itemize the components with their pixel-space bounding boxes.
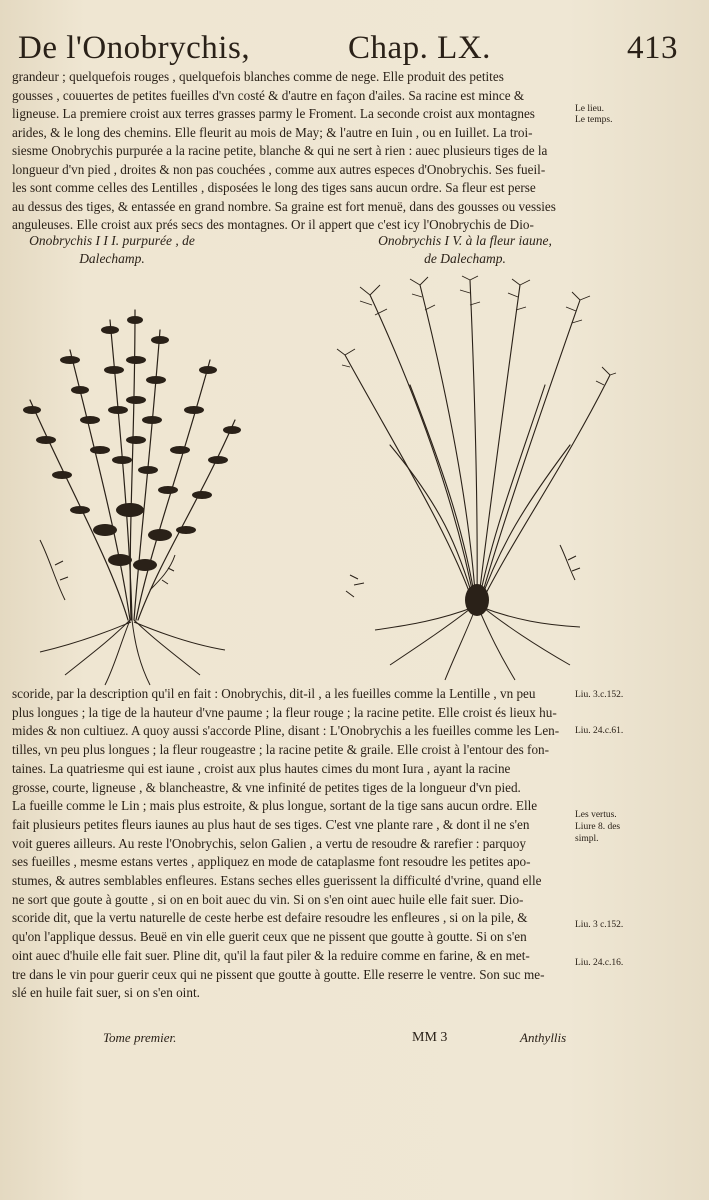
woodcut-plant-illustration-left bbox=[10, 290, 250, 690]
running-header bbox=[18, 28, 678, 68]
text-line: voit gueres ailleurs. Au reste l'Onobrychis, selon Galien , a vertu de resoudre & rarefier : parquoy bbox=[12, 835, 526, 851]
text-line: oint auec d'huile elle fait suer. Pline dit, qu'il la faut piler & la reduire comme en farine, & en met- bbox=[12, 947, 530, 963]
woodcut-plant-illustration-right bbox=[330, 275, 620, 685]
caption-line: Onobrychis I V. à la fleur iaune, bbox=[378, 233, 552, 248]
text-line: taines. La quatriesme qui est iaune , croist aux plus hautes cimes du mont Iura , ayant la racine bbox=[12, 760, 511, 776]
text-line: arides, & le long des chemins. Elle fleurit au mois de May; & l'autre en Iuin , ou en Iuillet. La troi- bbox=[12, 124, 533, 140]
caption-line: Dalechamp. bbox=[79, 251, 145, 266]
margin-note: Le temps. bbox=[575, 115, 613, 125]
text-line: ligneuse. La premiere croist aux terres grasses parmy le Froment. La seconde croist aux montagnes bbox=[12, 106, 535, 121]
text-line: scoride dit, que la vertu naturelle de ceste herbe est defaire resoudre les enfleures , si on la pile, & bbox=[12, 910, 528, 926]
text-line: les sont comme celles des Lentilles , disposées le long des tiges sans aucun ordre. Sa fleur est perse bbox=[12, 180, 536, 195]
text-line: mides & non cultiuez. A quoy aussi s'accorde Pline, disant : L'Onobrychis a les fueilles comme les Len- bbox=[12, 723, 560, 739]
margin-note: Le lieu. bbox=[575, 104, 605, 114]
text-line: tre dans le vin pour guerir ceux qui ne pissent que goutte à goutte. Elle reserre le ventre. Son suc me- bbox=[12, 966, 545, 982]
bottom-paragraph bbox=[12, 685, 572, 1003]
caption-line: de Dalechamp. bbox=[424, 251, 506, 266]
text-line: grandeur ; quelquefois rouges , quelquefois blanches comme de nege. Elle produit des petites bbox=[12, 69, 504, 84]
margin-note: Les vertus. bbox=[575, 810, 617, 820]
margin-note: Liu. 24.c.61. bbox=[575, 726, 624, 736]
top-paragraph bbox=[12, 68, 572, 235]
text-line: siesme Onobrychis purpurée a la racine petite, blanche & qui ne sert à rien : auec plusieurs tiges de la bbox=[12, 143, 548, 158]
text-line: slé en huile fait suer, si on s'en oint. bbox=[12, 985, 200, 1001]
header-title: De l'Onobrychis, bbox=[18, 30, 251, 66]
text-line: gousses , couuertes de petites fueilles d'vn costé & d'autre en façon d'ailes. Sa racine est mince & bbox=[12, 87, 525, 103]
text-line: grosse, courte, ligneuse , & blancheastre, & vne infinité de petites tiges de la longueur d'vn pied. bbox=[12, 779, 521, 795]
margin-note: Liu. 3 c.152. bbox=[575, 920, 624, 930]
text-line: ses fueilles , mesme estans vertes , appliquez en mode de cataplasme font resoudre les petites apo- bbox=[12, 854, 531, 870]
text-line: longueur d'vn pied , droites & non pas couchées , comme aux autres especes d'Onobrychis. Ses fueil- bbox=[12, 161, 546, 177]
page-footer bbox=[0, 1030, 709, 1054]
text-line: La fueille comme le Lin ; mais plus estroite, & plus longue, sortant de la tige sans aucun ordre. Elle bbox=[12, 798, 538, 814]
caption-line: Onobrychis I I I. purpurée , de bbox=[29, 233, 195, 248]
header-chapter: Chap. LX. bbox=[348, 30, 491, 66]
margin-note: Liure 8. des bbox=[575, 822, 621, 832]
text-line: ne sort que goute à goutte , si on en boit auec du vin. Si on s'en oint auec huile elle fait suer. Dio- bbox=[12, 891, 524, 907]
text-line: plus longues ; la tige de la hauteur d'vne paume ; la fleur rouge ; la racine petite. Elle croist és lieux hu- bbox=[12, 704, 557, 720]
text-line: stumes, & autres semblables enfleures. Estans seches elles guerissent la difficulté d'vrine, quand elle bbox=[12, 873, 542, 889]
margin-note: simpl. bbox=[575, 834, 599, 844]
page-number: 413 bbox=[627, 30, 678, 66]
text-line: au dessus des tiges, & entassée en grand nombre. Sa graine est fort menuë, dans des gousses ou vessies bbox=[12, 198, 556, 214]
text-line: fait plusieurs petites fleurs iaunes au plus haut de ses tiges. C'est vne plante rare , & dont il ne s'en bbox=[12, 816, 530, 832]
text-line: qu'on l'applique dessus. Beuë en vin elle guerit ceux que ne pissent que goutte à goutte. Si on s'en bbox=[12, 929, 527, 945]
footer-volume: Tome premier. bbox=[103, 1030, 177, 1045]
margin-note: Liu. 3.c.152. bbox=[575, 690, 624, 700]
text-line: tilles, vn peu plus longues ; la fleur rougeastre ; la racine petite & graile. Elle croist à l'entour des fon- bbox=[12, 742, 550, 758]
caption-left bbox=[12, 232, 212, 268]
text-line: scoride, par la description qu'il en fait : Onobrychis, dit-il , a les fueilles comme la Lentille , vn peu bbox=[12, 686, 536, 701]
footer-catchword: Anthyllis bbox=[520, 1030, 567, 1045]
footer-signature: MM 3 bbox=[412, 1030, 448, 1045]
text-line: anguleuses. Elle croist aux prés secs des montagnes. Or il appert que c'est icy l'Onobrychis de Dio- bbox=[12, 217, 534, 232]
margin-note: Liu. 24.c.16. bbox=[575, 958, 624, 968]
caption-right bbox=[345, 232, 585, 268]
